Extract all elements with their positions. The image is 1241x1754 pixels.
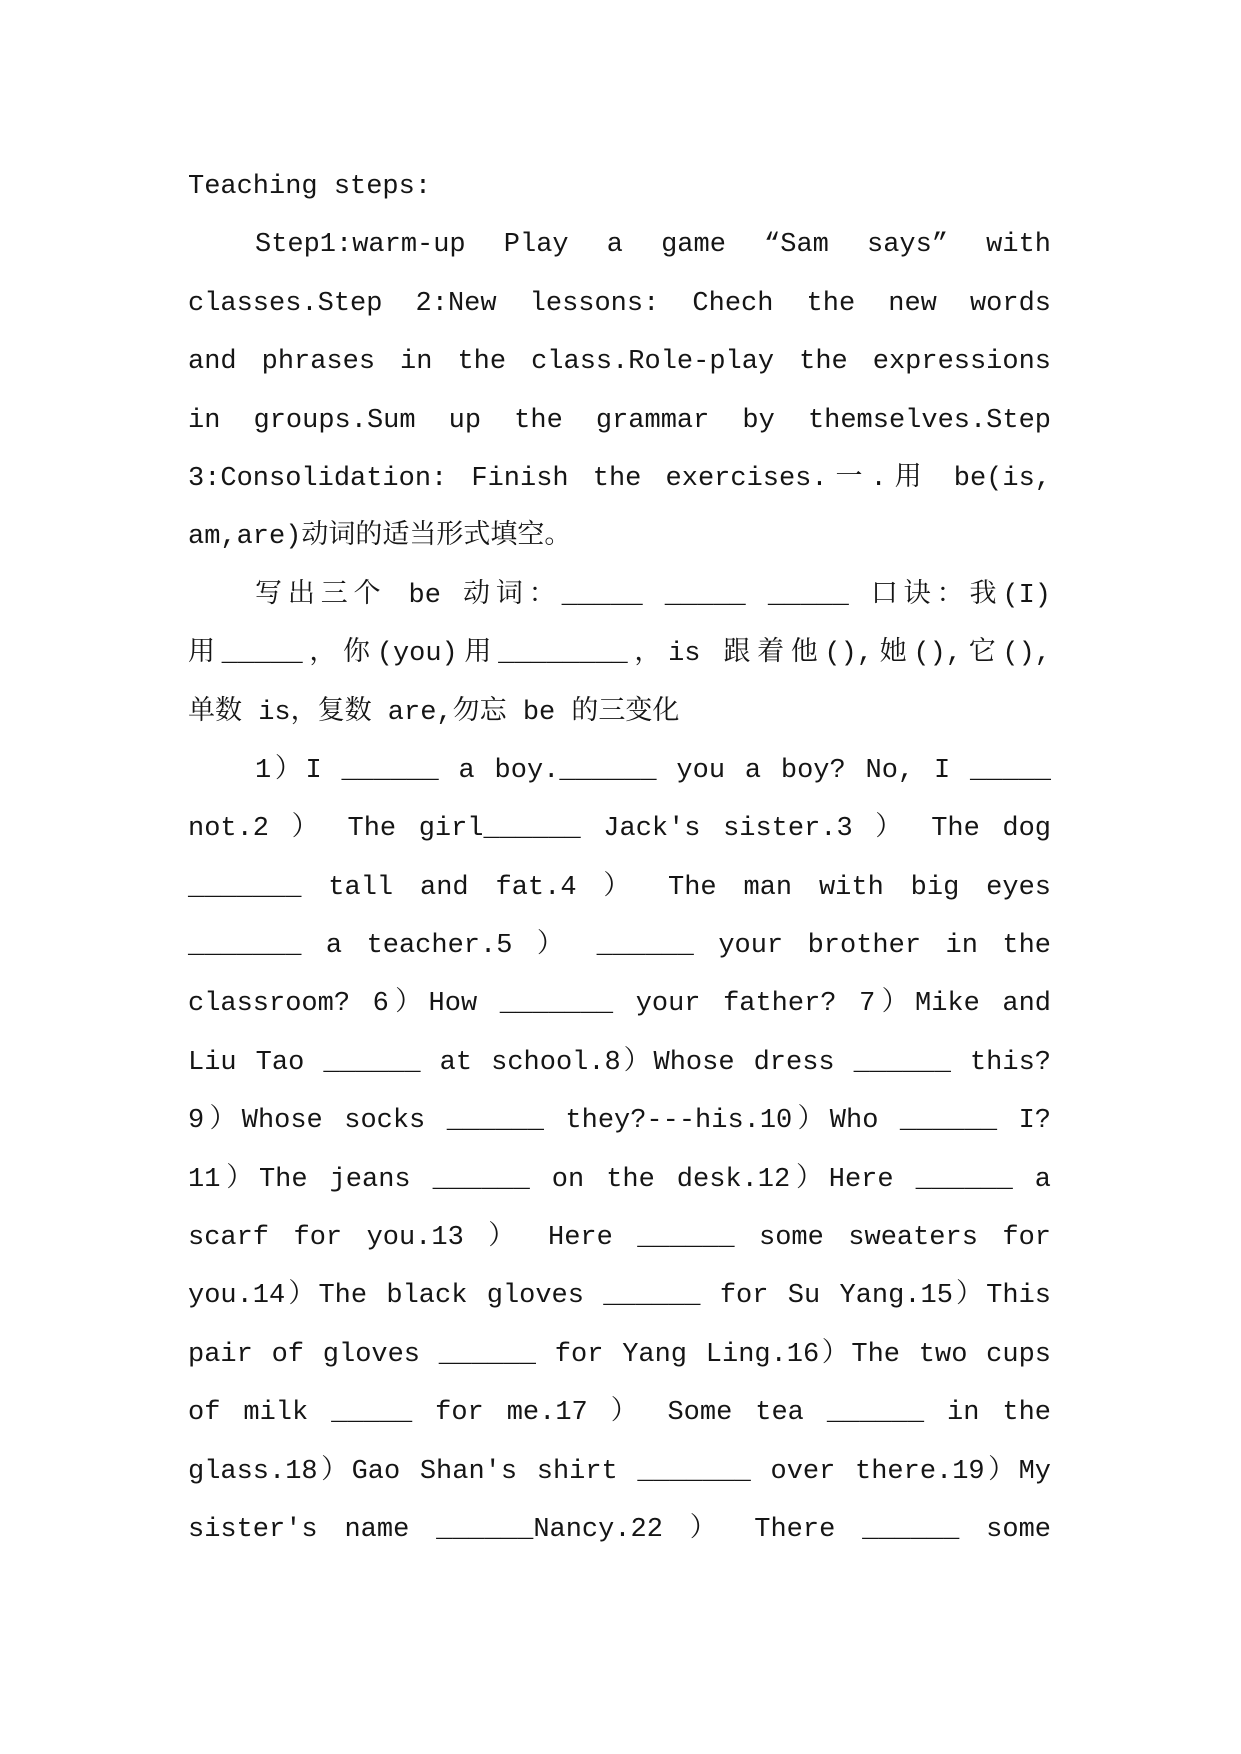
text-line: 11）The jeans ______ on the desk.12）Here ______ a — [188, 1164, 1051, 1195]
text-line: _______ tall and fat.4 ） The man with big eyes — [188, 872, 1051, 903]
fill-in-exercises-paragraph — [188, 742, 1051, 1559]
text-line: classroom? 6）How _______ your father? 7）Mike and — [188, 989, 1051, 1020]
text-line: pair of gloves ______ for Yang Ling.16）The two cups — [188, 1339, 1051, 1370]
text-line: glass.18）Gao Shan's shirt _______ over there.19）My — [188, 1456, 1051, 1487]
text-line: 单数 is，复数 are,勿忘 be 的三变化 — [188, 697, 680, 728]
text-line: 写出三个 be 动词：_____ _____ _____ 口诀：我(I) — [255, 580, 1051, 611]
text-line: am,are)动词的适当形式填空。 — [188, 522, 572, 553]
text-line: Step1:warm-up Play a game “Sam says” with — [255, 230, 1051, 261]
text-line: 9）Whose socks ______ they?---his.10）Who ______ I? — [188, 1106, 1051, 1137]
teaching-steps-paragraph — [188, 216, 1051, 566]
text-line: 1）I ______ a boy.______ you a boy? No, I _____ — [255, 755, 1051, 786]
text-line: 用_____，你(you)用________，is 跟着他(),她(),它(), — [188, 639, 1051, 670]
text-line: 3:Consolidation: Finish the exercises.一.用 be(is, — [188, 463, 1051, 494]
document-body — [188, 158, 1051, 1559]
be-verbs-mnemonic-paragraph — [188, 567, 1051, 742]
text-line: Liu Tao ______ at school.8）Whose dress ______ this? — [188, 1047, 1051, 1078]
text-line: of milk _____ for me.17 ） Some tea ______ in the — [188, 1398, 1051, 1429]
text-line: scarf for you.13 ） Here ______ some sweaters for — [188, 1223, 1051, 1254]
text-line: _______ a teacher.5 ） ______ your brother in the — [188, 931, 1051, 962]
text-line: classes.Step 2:New lessons: Chech the new words — [188, 288, 1051, 319]
text-line: you.14）The black gloves ______ for Su Yang.15）This — [188, 1281, 1051, 1312]
text-line: sister's name ______Nancy.22 ） There ______ some — [188, 1514, 1051, 1545]
text-line: and phrases in the class.Role-play the expressions — [188, 347, 1051, 378]
text-line: in groups.Sum up the grammar by themselves.Step — [188, 405, 1051, 436]
text-line: not.2 ） The girl______ Jack's sister.3 ） The dog — [188, 814, 1051, 845]
document-heading: Teaching steps: — [188, 172, 432, 202]
